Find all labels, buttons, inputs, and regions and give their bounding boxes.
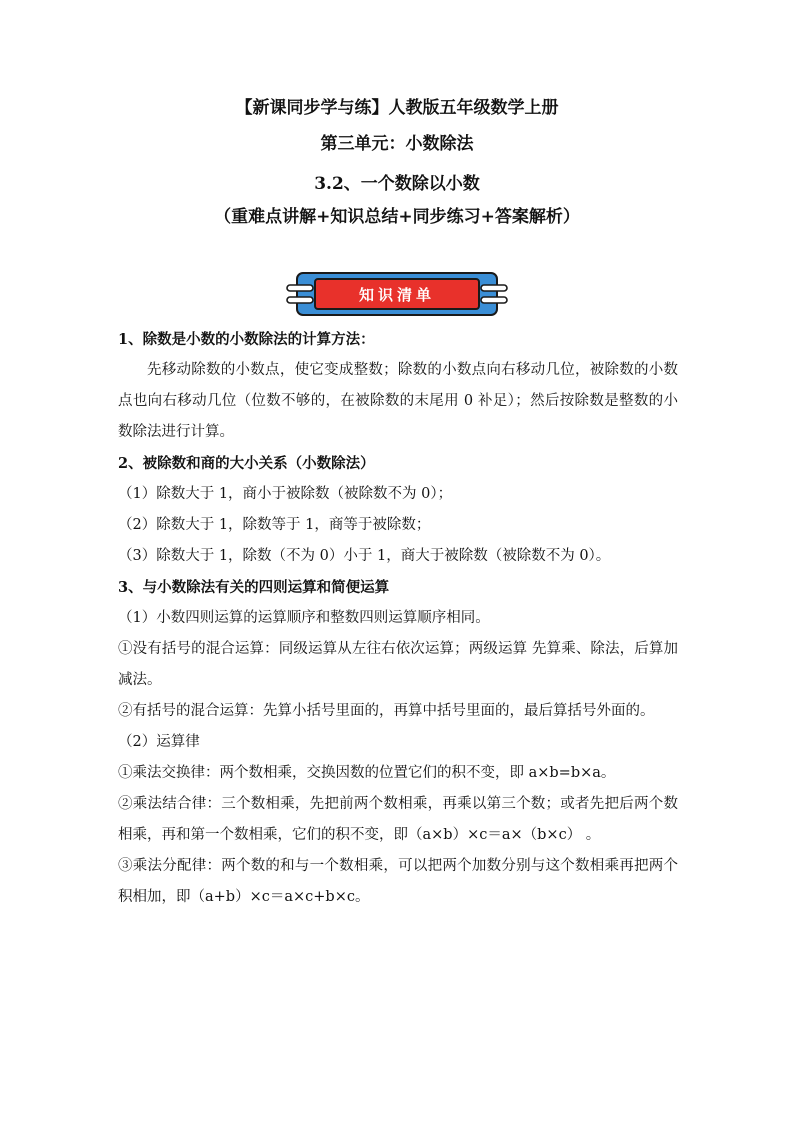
unit-title: 第三单元：小数除法: [320, 134, 474, 154]
document-body: [118, 324, 678, 913]
law-item: ②乘法结合律：三个数相乘，先把前两个数相乘，再乘以第三个数；或者先把后两个数相乘，再和第一个数相乘，它们的积不变，即（a×b）×c＝a×（b×c） 。: [118, 796, 678, 843]
laws-title: （2）运算律: [118, 734, 200, 750]
law-item: ①乘法交换律：两个数相乘，交换因数的位置它们的积不变，即 a×b=b×a。: [118, 765, 616, 781]
section-heading-1: 1、除数是小数的小数除法的计算方法：: [118, 331, 375, 348]
section-1-body: 先移动除数的小数点，使它变成整数；除数的小数点向右移动几位，被除数的小数点也向右移动几位（位数不够的，在被除数的末尾用 0 补足）；然后按除数是整数的小数除法进行计算。: [118, 362, 678, 440]
section-heading-3: 3、与小数除法有关的四则运算和简便运算: [118, 579, 390, 596]
law-item: ③乘法分配律：两个数的和与一个数相乘，可以把两个加数分别与这个数相乘再把两个积相加，即（a+b）×c＝a×c+b×c。: [118, 858, 678, 905]
operation-order-item: ②有括号的混合运算：先算小括号里面的，再算中括号里面的，最后算括号外面的。: [118, 703, 655, 719]
section-heading-2: 2、被除数和商的大小关系（小数除法）: [118, 455, 375, 472]
operation-order-item: ①没有括号的混合运算：同级运算从左往右依次运算；两级运算 先算乘、除法，后算加减法。: [118, 641, 678, 688]
operation-order-title: （1）小数四则运算的运算顺序和整数四则运算顺序相同。: [118, 610, 490, 626]
knowledge-list-banner: [285, 271, 509, 317]
lesson-subtitle: （重难点讲解+知识总结+同步练习+答案解析）: [214, 207, 580, 227]
lesson-title: 3.2、一个数除以小数: [314, 174, 480, 194]
document-title: 【新课同步学与练】人教版五年级数学上册: [235, 98, 559, 118]
section-2-item: （3）除数大于 1，除数（不为 0）小于 1，商大于被除数（被除数不为 0）。: [118, 548, 611, 564]
banner-label: 知识清单: [358, 285, 435, 304]
section-2-item: （1）除数大于 1，商小于被除数（被除数不为 0）；: [118, 486, 453, 502]
section-2-item: （2）除数大于 1，除数等于 1，商等于被除数；: [118, 517, 431, 533]
